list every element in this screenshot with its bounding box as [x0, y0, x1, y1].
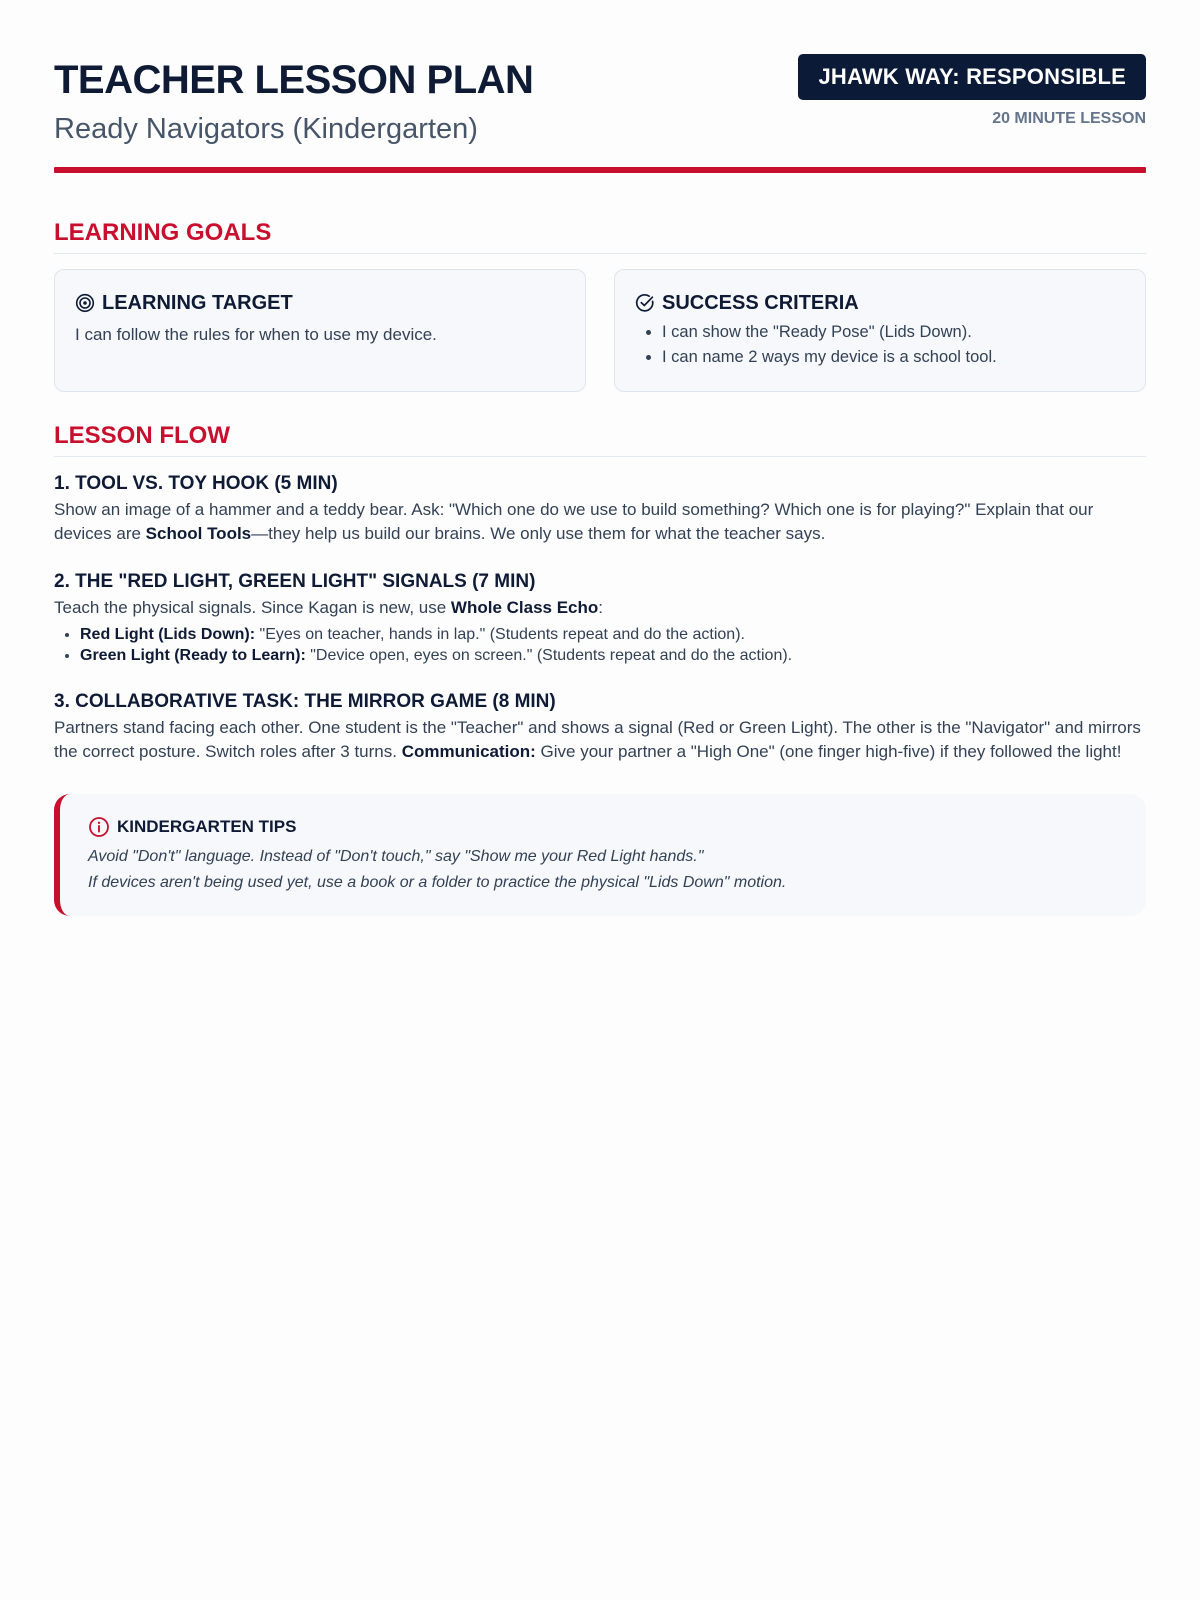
- step-3: [54, 691, 1146, 764]
- list-item: • I can show the "Ready Pose" (Lids Down).: [662, 323, 1125, 342]
- learning-goals-heading: LEARNING GOALS: [54, 219, 1146, 254]
- header-left: [54, 54, 533, 147]
- target-icon: [75, 293, 95, 313]
- list-item: • I can name 2 ways my device is a school tool.: [662, 348, 1125, 367]
- check-circle-icon: [635, 293, 655, 313]
- learning-target-header: [75, 292, 565, 315]
- signal-label: Red Light (Lids Down):: [80, 626, 256, 644]
- step-3-text-a: Partners stand facing each other. One student is the "Teacher" and shows a signal (Red or Green Light). The other is the "Navigator" and mirrors the correct posture. Switch roles after 3 turns.: [54, 718, 1141, 761]
- success-criteria-list: [635, 323, 1125, 367]
- tip-line: If devices aren't being used yet, use a book or a folder to practice the physical "Lids Down" motion.: [88, 873, 787, 891]
- signal-label: Green Light (Ready to Learn):: [80, 647, 306, 665]
- learning-target-card: [54, 269, 586, 392]
- lesson-duration: 20 MINUTE LESSON: [992, 110, 1146, 127]
- step-2-title: 2. THE "RED LIGHT, GREEN LIGHT" SIGNALS (7 MIN): [54, 571, 536, 593]
- step-1-bold: School Tools: [145, 523, 252, 543]
- header-right: [798, 54, 1146, 128]
- step-2: [54, 571, 1146, 665]
- signals-list: [54, 626, 1146, 665]
- signal-text: "Device open, eyes on screen." (Students repeat and do the action).: [305, 647, 793, 665]
- tips-title: KINDERGARTEN TIPS: [117, 816, 297, 836]
- step-1-text-b: —they help us build our brains. We only use them for what the teacher says.: [251, 523, 826, 543]
- signal-text: "Eyes on teacher, hands in lap." (Students repeat and do the action).: [255, 626, 745, 644]
- step-1-title: 1. TOOL VS. TOY HOOK (5 MIN): [54, 472, 338, 494]
- kindergarten-tips: [54, 794, 1146, 916]
- info-icon: [88, 816, 110, 838]
- step-1-body: [54, 498, 1146, 546]
- step-2-body: [54, 596, 1146, 620]
- step-1: [54, 473, 1146, 546]
- step-1-text-a: Show an image of a hammer and a teddy bear. Ask: "Which one do we use to build something? Which one is for playing?" Explain that our devices are: [54, 499, 1094, 543]
- page-title: TEACHER LESSON PLAN: [54, 58, 534, 102]
- list-item: [80, 647, 1146, 665]
- step-3-body: [54, 716, 1146, 764]
- learning-target-title: LEARNING TARGET: [102, 291, 293, 314]
- success-criteria-title: SUCCESS CRITERIA: [662, 291, 859, 314]
- step-2-bold: Whole Class Echo: [450, 598, 599, 618]
- header-divider: [54, 167, 1146, 173]
- step-2-text-b: :: [598, 598, 604, 618]
- tips-header: [88, 816, 1118, 838]
- step-3-text-b: Give your partner a "High One" (one finger high-five) if they followed the light!: [535, 741, 1122, 761]
- step-3-title: 3. COLLABORATIVE TASK: THE MIRROR GAME (8 MIN): [54, 691, 556, 713]
- list-item: [80, 626, 1146, 644]
- step-2-text-a: Teach the physical signals. Since Kagan is new, use: [54, 598, 451, 618]
- page-subtitle: Ready Navigators (Kindergarten): [54, 113, 478, 145]
- lesson-flow-heading: LESSON FLOW: [54, 422, 1146, 457]
- jhawk-way-badge: JHAWK WAY: RESPONSIBLE: [798, 54, 1146, 100]
- learning-target-text: I can follow the rules for when to use my device.: [75, 324, 437, 344]
- header: [54, 54, 1146, 147]
- learning-goals: [54, 269, 1146, 392]
- tip-line: Avoid "Don't" language. Instead of "Don't touch," say "Show me your Red Light hands.": [88, 847, 704, 865]
- success-criteria-card: [614, 269, 1146, 392]
- success-criteria-header: [635, 292, 1125, 315]
- step-3-bold: Communication:: [401, 741, 536, 761]
